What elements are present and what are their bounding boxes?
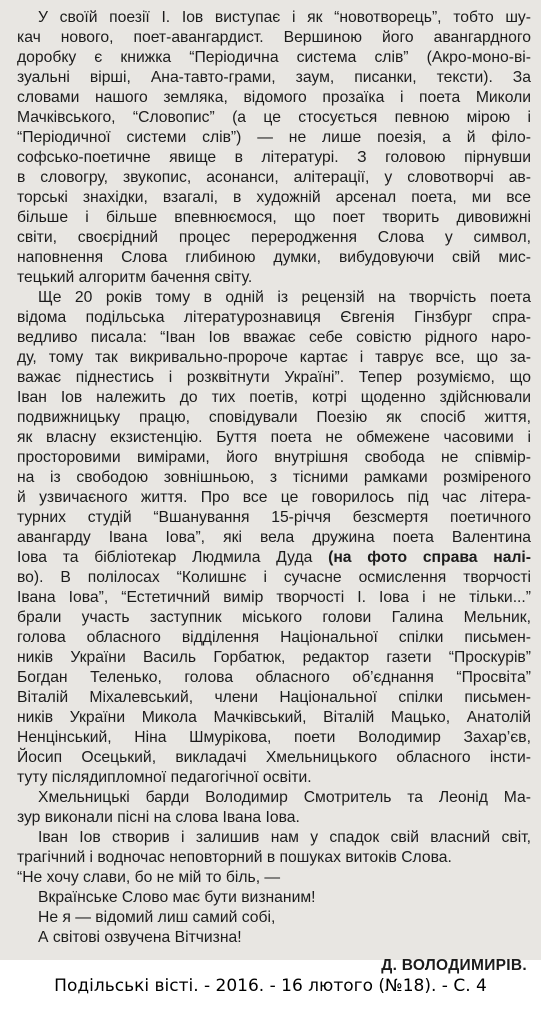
text-line: ду, тому так викривально-пророче картає і таврує все, що за- (17, 349, 531, 366)
text-line: торські знахідки, взагалі, в художній арсенал поета, ми все (17, 189, 531, 206)
text-line: тецький алгоритм бачення світу. (17, 269, 253, 286)
text-line: зур виконали пісні на слова Івана Іова. (17, 809, 300, 826)
text-line: Іван Іов належить до тих поетів, котрі щоденно здійснювали (17, 389, 531, 406)
text-segment: Іова та бібліотекар Людмила Дуда (17, 549, 329, 566)
text-line: в словогру, звукопис, асонанси, алітерації, у словотворчі ав- (17, 169, 531, 186)
text-line: голова обласного відділення Національної спілки письмен- (17, 629, 531, 646)
text-line: У своїй поезії І. Іов виступає і як “новотворець”, тобто шу- (38, 9, 531, 26)
text-line: Ще 20 років тому в одній із рецензій на творчість поета (38, 289, 531, 306)
verse-line: А світові озвучена Вітчизна! (38, 929, 242, 946)
verse-line: “Не хочу слави, бо не мій то біль, — (17, 869, 281, 886)
text-line: Івана Іова”, “Естетичний вимір творчості І. Іова і не тільки...” (17, 589, 531, 606)
paragraph-3 (17, 788, 531, 828)
paragraph-2 (17, 288, 531, 788)
text-line: словами нашого земляка, відомого прозаїка і поета Миколи (17, 89, 531, 106)
text-line: як власну екзистенцію. Буття поета не обмежене часовими і (17, 429, 531, 446)
text-line: авангарду Івана Іова”, які вела дружина поета Валентина (17, 529, 531, 546)
text-line: Богдан Теленько, голова обласного об’єднання “Просвіта” (17, 669, 531, 686)
paragraph-4 (17, 828, 531, 868)
text-line: важає піднестись і розквітнути Україні”. Тепер розуміємо, що (17, 369, 531, 386)
text-line: туту післядипломної педагогічної освіти. (17, 769, 312, 786)
text-line: більше і більше впевнюємося, що поет творить дивовижні (17, 209, 531, 226)
text-line: “Періодичної системи слів”) — не лише поезія, а й філо- (17, 129, 531, 146)
text-line: кач нового, поет-авангардист. Вершиною його авангардного (17, 29, 531, 46)
text-line: відома подільська літературознавиця Євгенія Гінзбург спра- (17, 309, 531, 326)
verse-line: Не я — відомий лиш самий собі, (38, 909, 276, 926)
text-line: світи, своєрідний процес переродження Слова у символ, (17, 229, 531, 246)
text-line: брали участь заступник міського голови Галина Мельник, (17, 609, 531, 626)
text-line: Хмельницькі барди Володимир Смотритель та Леонід Ма- (38, 789, 531, 806)
text-line: ведливо писала: “Іван Іов вважає себе совістю рідного наро- (17, 329, 531, 346)
text-line: Мачківського, “Словопис” (а це стосується певною мірою і (17, 109, 531, 126)
text-line: софсько-поетичне явище в літературі. З головою пірнувши (17, 149, 531, 166)
article-body (17, 8, 531, 976)
text-line: й узвичаєного життя. Про все це говорилось під час літера- (17, 489, 531, 506)
photo-caption-note: (на фото справа налі- (328, 549, 531, 566)
text-line: просторовими вимірами, його внутрішня свобода не співмір- (17, 449, 531, 466)
text-line: доробку є книжка “Періодична система слів” (Акро-моно-ві- (17, 49, 531, 66)
text-line: зуальні вірші, Ана-тавто-грами, заум, писанки, тексти). За (17, 69, 531, 86)
text-line: Віталій Міхалевський, члени Національної спілки письмен- (17, 689, 531, 706)
paragraph-1 (17, 8, 531, 288)
text-line: наповнення Слова глибиною думки, вибудовуючи свій мис- (17, 249, 531, 266)
author-signature: Д. ВОЛОДИМИРІВ. (381, 957, 527, 974)
text-line: подвижницьку працю, сповідували Поезію як спосіб життя, (17, 409, 531, 426)
verse-line: Вкраїнське Слово має бути визнаним! (38, 889, 316, 906)
text-line: во). В полілосах “Колишнє і сучасне осмислення творчості (17, 569, 531, 586)
text-line: ників України Василь Горбатюк, редактор газети “Проскурів” (17, 649, 531, 666)
text-line-with-photo-caption (17, 548, 531, 568)
text-line: Ненцінський, Ніна Шмурікова, поети Володимир Захар’єв, (17, 729, 531, 746)
text-line: ників України Микола Мачківський, Віталій Мацько, Анатолій (17, 709, 531, 726)
text-line: Іван Іов створив і залишив нам у спадок свій власний світ, (38, 829, 531, 846)
source-citation: Подільські вісті. - 2016. - 16 лютого (№18). - С. 4 (54, 976, 487, 996)
text-line: трагічний і водночас неповторний в пошуках витоків Слова. (17, 849, 452, 866)
text-line: Йосип Осецький, викладачі Хмельницького обласного інсти- (17, 749, 531, 766)
verse-quote (17, 868, 531, 948)
text-line: турних студій “Вшанування 15-річчя безсмертя поетичного (17, 509, 531, 526)
text-line: на із свободою зовнішньою, з тісними рамками розміреного (17, 469, 531, 486)
